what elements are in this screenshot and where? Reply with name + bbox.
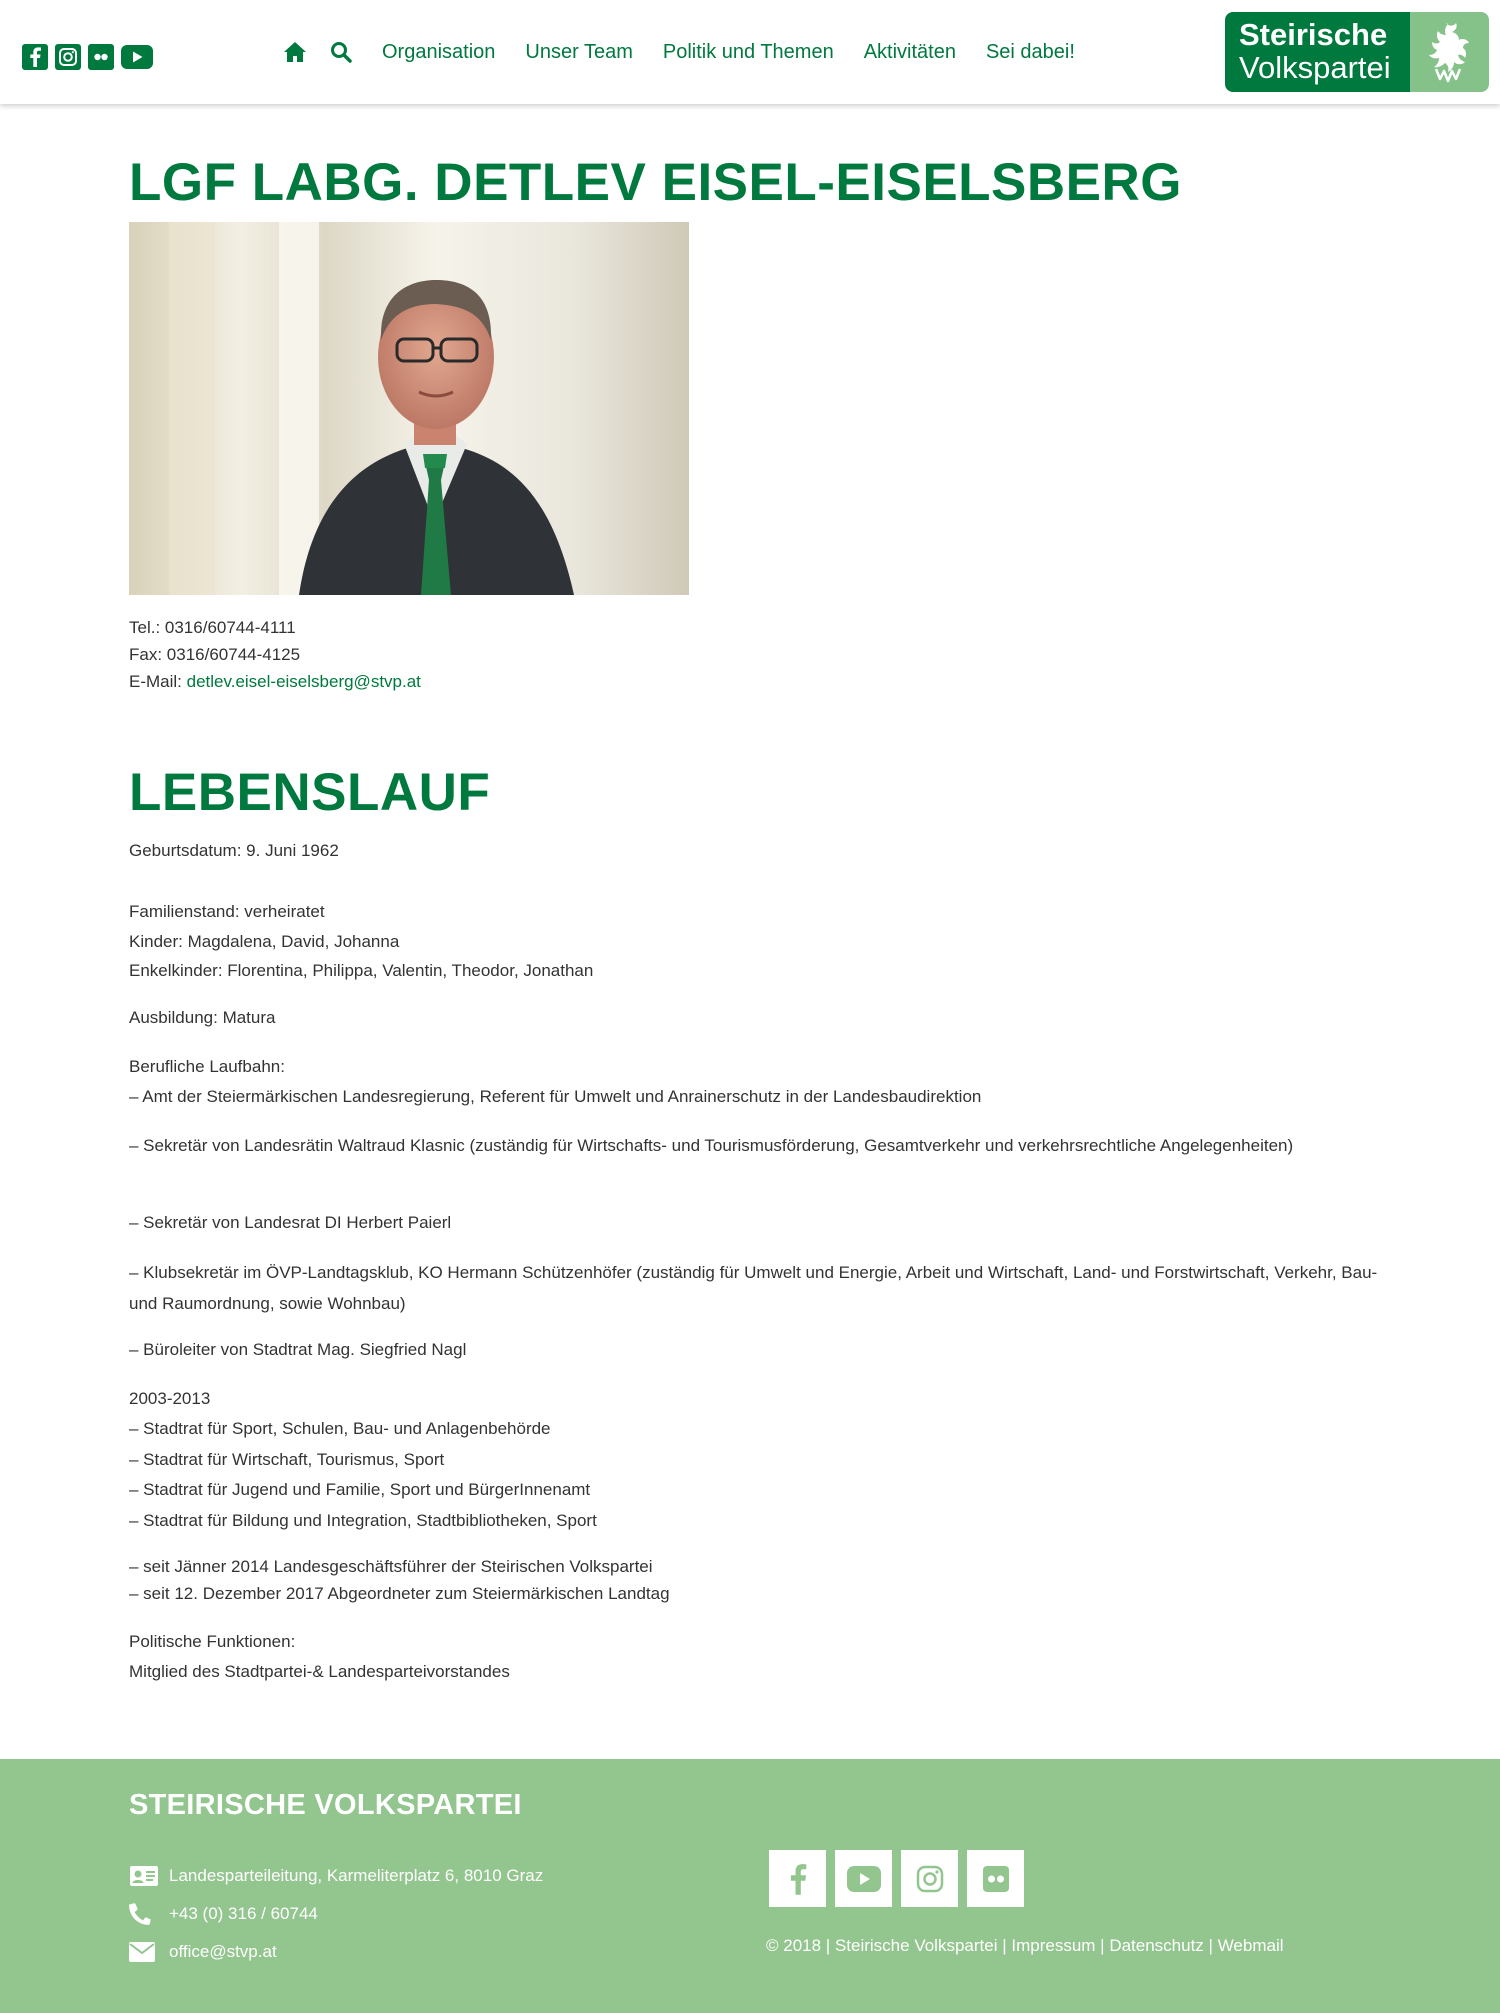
cv-family-status: Familienstand: verheiratet bbox=[129, 902, 325, 921]
footer-link-webmail[interactable]: Webmail bbox=[1217, 1936, 1284, 1955]
contact-email-label: E-Mail: bbox=[129, 672, 187, 691]
contact-email-row bbox=[129, 668, 421, 695]
site-logo[interactable] bbox=[1225, 12, 1489, 92]
cv-career-item: – Amt der Steiermärkischen Landesregierung, Referent für Umwelt und Anrainerschutz in der Landesbaudirektion bbox=[129, 1087, 982, 1106]
logo-line-1: Steirische bbox=[1239, 17, 1388, 52]
contact-email-link[interactable]: detlev.eisel-eiselsberg@stvp.at bbox=[186, 672, 421, 691]
portrait-photo bbox=[129, 222, 689, 595]
facebook-icon[interactable] bbox=[769, 1850, 826, 1907]
footer-phone-text[interactable]: +43 (0) 316 / 60744 bbox=[169, 1904, 318, 1923]
home-icon[interactable] bbox=[280, 37, 310, 67]
cv-education: Ausbildung: Matura bbox=[129, 1008, 276, 1027]
footer-title: STEIRISCHE VOLKSPARTEI bbox=[129, 1789, 522, 1821]
site-header bbox=[0, 0, 1500, 104]
cv-career-item: – Sekretär von Landesrätin Waltraud Klasnic (zuständig für Wirtschafts- und Tourismusförderung, Gesamtverkehr und verkehrsrechtliche Angelegenheiten) bbox=[129, 1136, 1294, 1155]
cv-recent-item: – seit Jänner 2014 Landesgeschäftsführer der Steirischen Volkspartei bbox=[129, 1557, 653, 1576]
cv-period: 2003-2013 bbox=[129, 1389, 211, 1408]
header-social-links bbox=[22, 44, 153, 70]
facebook-icon[interactable] bbox=[22, 44, 48, 70]
footer-social-links bbox=[769, 1850, 1024, 1907]
contact-info bbox=[129, 614, 421, 695]
cv-period-item: – Stadtrat für Jugend und Familie, Sport und BürgerInnenamt bbox=[129, 1480, 591, 1499]
footer-email bbox=[129, 1940, 277, 1964]
cv-career-item: – Sekretär von Landesrat DI Herbert Paierl bbox=[129, 1213, 452, 1232]
cv-children: Kinder: Magdalena, David, Johanna bbox=[129, 932, 400, 951]
cv-functions: Mitglied des Stadtpartei-& Landesparteivorstandes bbox=[129, 1662, 510, 1681]
footer-links: © 2018 | Steirische Volkspartei | Impressum | Datenschutz | Webmail bbox=[766, 1936, 1284, 1955]
cv-career-item: – Klubsekretär im ÖVP-Landtagsklub, KO Hermann Schützenhöfer (zuständig für Umwelt und Energie, Arbeit und Wirtschaft, Land- und Forstwirtschaft, Verkehr, Bau- und Raumordnung, sowie Wohnbau) bbox=[129, 1263, 1378, 1313]
nav-item-sei-dabei[interactable]: Sei dabei! bbox=[985, 40, 1075, 63]
cv-period-item: – Stadtrat für Wirtschaft, Tourismus, Sport bbox=[129, 1450, 445, 1469]
cv-career-item: – Büroleiter von Stadtrat Mag. Siegfried Nagl bbox=[129, 1340, 467, 1359]
footer-phone bbox=[129, 1902, 318, 1926]
page-title: LGF LABG. DETLEV EISEL-EISELSBERG bbox=[129, 153, 1183, 212]
cv-functions-heading: Politische Funktionen: bbox=[129, 1632, 296, 1651]
footer-address bbox=[129, 1864, 543, 1888]
cv-heading: LEBENSLAUF bbox=[129, 763, 491, 822]
nav-item-unser-team[interactable]: Unser Team bbox=[525, 40, 633, 63]
footer-copyright: © 2018 bbox=[766, 1936, 822, 1955]
footer-link-impressum[interactable]: Impressum bbox=[1011, 1936, 1096, 1955]
logo-line-2: Volkspartei bbox=[1239, 50, 1391, 85]
main-navigation bbox=[280, 0, 1105, 104]
footer-email-text[interactable]: office@stvp.at bbox=[169, 1942, 277, 1961]
cv-grandchildren: Enkelkinder: Florentina, Philippa, Valentin, Theodor, Jonathan bbox=[129, 961, 594, 980]
nav-item-politik-und-themen[interactable]: Politik und Themen bbox=[662, 40, 834, 63]
flickr-icon[interactable] bbox=[88, 44, 114, 70]
cv-period-item: – Stadtrat für Sport, Schulen, Bau- und Anlagenbehörde bbox=[129, 1419, 551, 1438]
contact-fax: Fax: 0316/60744-4125 bbox=[129, 645, 301, 664]
cv-birth: Geburtsdatum: 9. Juni 1962 bbox=[129, 841, 339, 860]
footer-link-stvp[interactable]: Steirische Volkspartei bbox=[834, 1936, 998, 1955]
youtube-icon[interactable] bbox=[121, 45, 153, 69]
footer-address-text: Landesparteileitung, Karmeliterplatz 6, 8010 Graz bbox=[169, 1866, 544, 1885]
cv-recent-item: – seit 12. Dezember 2017 Abgeordneter zum Steiermärkischen Landtag bbox=[129, 1584, 670, 1603]
site-footer bbox=[0, 1759, 1500, 2013]
address-card-icon bbox=[129, 1864, 159, 1888]
panther-crest-icon bbox=[1410, 12, 1489, 92]
instagram-icon[interactable] bbox=[901, 1850, 958, 1907]
envelope-icon bbox=[129, 1940, 159, 1964]
nav-item-organisation[interactable]: Organisation bbox=[382, 40, 496, 63]
footer-link-datenschutz[interactable]: Datenschutz bbox=[1109, 1936, 1204, 1955]
phone-icon bbox=[129, 1902, 159, 1926]
flickr-icon[interactable] bbox=[967, 1850, 1024, 1907]
search-icon[interactable] bbox=[326, 37, 356, 67]
cv-period-item: – Stadtrat für Bildung und Integration, Stadtbibliotheken, Sport bbox=[129, 1511, 597, 1530]
logo-text bbox=[1225, 12, 1410, 92]
cv-career-heading: Berufliche Laufbahn: bbox=[129, 1057, 285, 1076]
instagram-icon[interactable] bbox=[55, 44, 81, 70]
contact-tel: Tel.: 0316/60744-4111 bbox=[129, 618, 296, 637]
nav-item-aktivitaeten[interactable]: Aktivitäten bbox=[863, 40, 956, 63]
youtube-icon[interactable] bbox=[835, 1850, 892, 1907]
